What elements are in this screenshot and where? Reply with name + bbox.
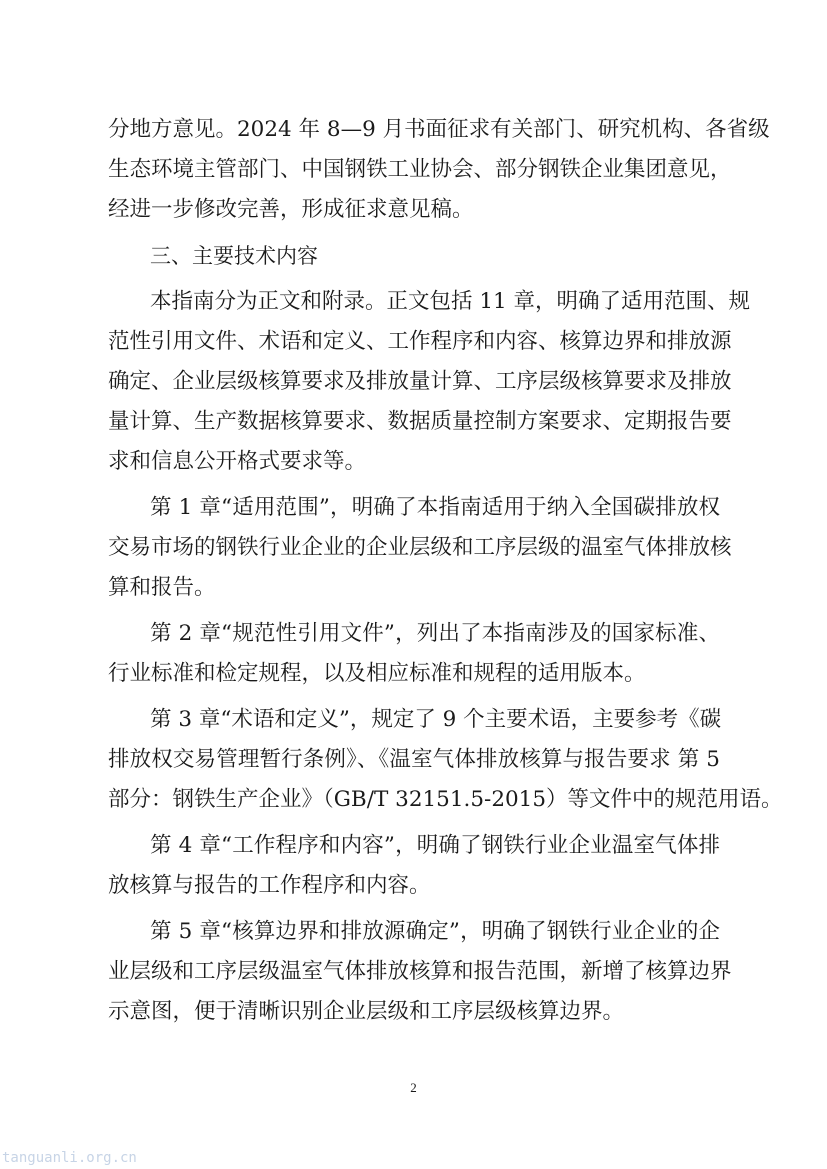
text-line: 第 4 章“工作程序和内容”，明确了钢铁行业企业温室气体排 — [150, 833, 720, 858]
paragraph-continuation — [108, 110, 770, 230]
text-line: 本指南分为正文和附录。正文包括 11 章，明确了适用范围、规 — [150, 289, 751, 314]
text-line: 部分：钢铁生产企业》（GB/T 32151.5-2015）等文件中的规范用语。 — [108, 787, 783, 812]
text-line: 交易市场的钢铁行业企业的企业层级和工序层级的温室气体排放核 — [108, 535, 732, 560]
text-line: 算和报告。 — [108, 575, 216, 600]
paragraph-chapter-1 — [108, 488, 732, 608]
text-line: 第 5 章“核算边界和排放源确定”，明确了钢铁行业企业的企 — [150, 919, 720, 944]
text-line: 范性引用文件、术语和定义、工作程序和内容、核算边界和排放源 — [108, 329, 732, 354]
text-line: 量计算、生产数据核算要求、数据质量控制方案要求、定期报告要 — [108, 409, 732, 434]
document-body — [108, 110, 783, 1038]
text-line: 第 2 章“规范性引用文件”，列出了本指南涉及的国家标准、 — [150, 621, 720, 646]
paragraph-chapter-3 — [108, 700, 783, 820]
text-line: 生态环境主管部门、中国钢铁工业协会、部分钢铁企业集团意见， — [108, 157, 732, 182]
paragraph-overview — [108, 282, 751, 482]
text-line: 行业标准和检定规程，以及相应标准和规程的适用版本。 — [108, 661, 646, 686]
text-line: 放核算与报告的工作程序和内容。 — [108, 873, 431, 898]
text-line: 示意图，便于清晰识别企业层级和工序层级核算边界。 — [108, 999, 625, 1024]
section-heading: 三、主要技术内容 — [150, 244, 318, 268]
text-line: 经进一步修改完善，形成征求意见稿。 — [108, 197, 474, 222]
text-line: 业层级和工序层级温室气体排放核算和报告范围，新增了核算边界 — [108, 959, 732, 984]
paragraph-chapter-5 — [108, 912, 732, 1032]
text-line: 第 3 章“术语和定义”，规定了 9 个主要术语，主要参考《碳 — [150, 707, 722, 732]
text-line: 求和信息公开格式要求等。 — [108, 449, 367, 474]
paragraph-chapter-4 — [108, 826, 720, 906]
watermark-text: tanguanli.org.cn — [2, 1150, 137, 1166]
text-line: 确定、企业层级核算要求及排放量计算、工序层级核算要求及排放 — [108, 369, 732, 394]
page-number: 2 — [410, 1080, 417, 1095]
paragraph-chapter-2 — [108, 614, 720, 694]
text-line: 排放权交易管理暂行条例》、《温室气体排放核算与报告要求 第 5 — [108, 747, 720, 772]
text-line: 分地方意见。2024 年 8—9 月书面征求有关部门、研究机构、各省级 — [108, 117, 770, 142]
text-line: 第 1 章“适用范围”，明确了本指南适用于纳入全国碳排放权 — [150, 495, 720, 520]
